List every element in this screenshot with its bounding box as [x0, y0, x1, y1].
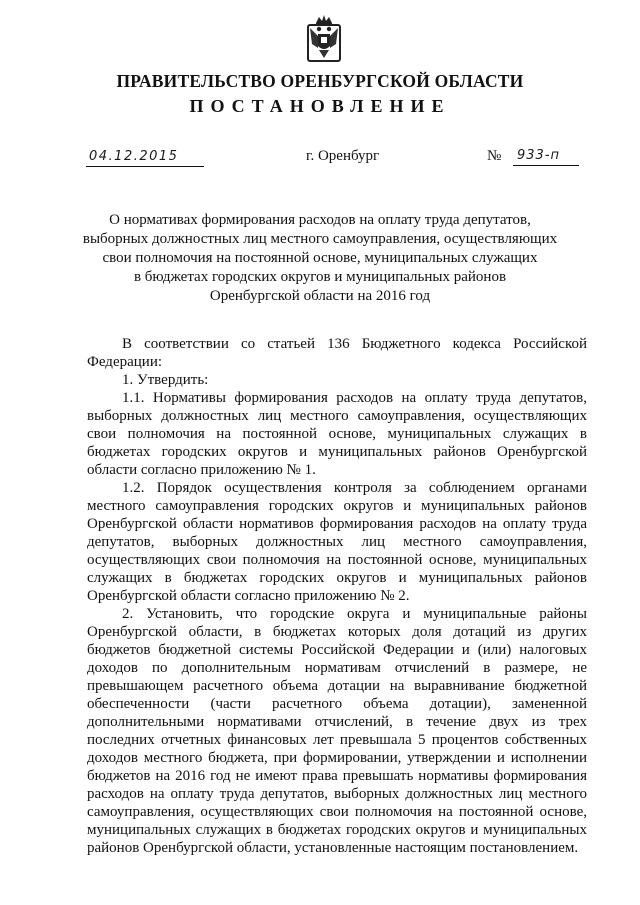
body-line: осуществляющих свои полномочия на постоянной основе, муниципальных — [87, 552, 587, 568]
body-line: свои полномочия на постоянной основе, муниципальных служащих в — [87, 426, 587, 442]
document-title — [60, 211, 580, 306]
body-paragraph — [87, 335, 587, 371]
body-line: выборных должностных лиц местного самоуправления, осуществляющих — [87, 408, 587, 424]
body-line: бюджетов бюджетной системы Российской Федерации и (или) налоговых — [87, 642, 587, 658]
body-line: доходов местного бюджета, при формировании, утверждении и исполнении — [87, 750, 587, 766]
body-line: 1.2. Порядок осуществления контроля за соблюдением органами — [122, 480, 587, 496]
body-line: Оренбургской области нормативов формирования расходов на оплату труда — [87, 516, 587, 532]
body-line: бюджетах городских округов и муниципальных районов Оренбургской — [87, 444, 587, 460]
body-line: 2. Установить, что городские округа и муниципальные районы — [122, 606, 587, 622]
body-line: 1.1. Нормативы формирования расходов на оплату труда депутатов, — [122, 390, 587, 406]
body-line: бюджетов на 2016 год не имеют права превышать нормативы формирования — [87, 768, 587, 784]
body-line: превышающем расчетного объема дотации на выравнивание бюджетной — [87, 678, 587, 694]
number-value: 933-п — [517, 148, 561, 163]
body-line: последних отчетных финансовых лет превышала 5 процентов собственных — [87, 732, 587, 748]
body-line: Федерации: — [87, 354, 163, 370]
body-line: обеспеченности (части расчетного объема дотации), замененной — [87, 696, 587, 712]
body-line: служащих в бюджетах городских округов и муниципальных районов — [87, 570, 587, 586]
body-line: Оренбургской области, в бюджетах которых доля дотаций из других — [87, 624, 587, 640]
body-line: муниципальных служащих в бюджетах городских округов и муниципальных — [87, 822, 587, 838]
number-symbol: № — [487, 148, 502, 164]
body-paragraph — [87, 371, 587, 389]
body-line: дополнительными нормативами отчислений, в течение двух из трех — [87, 714, 587, 730]
body-paragraph — [87, 605, 587, 857]
body-line: В соответствии со статьей 136 Бюджетного кодекса Российской — [122, 336, 587, 352]
title-line: Оренбургской области на 2016 год — [209, 288, 431, 304]
document-date — [86, 148, 204, 170]
body-line: доходов по дополнительным нормативам отчислений в размере, не — [87, 660, 587, 676]
body-line: самоуправления, осуществляющих свои полномочия на постоянной основе, — [87, 804, 587, 820]
number-underline — [513, 165, 579, 166]
body-line: местного самоуправления городских округов и муниципальных районов — [87, 498, 587, 514]
document-type: ПОСТАНОВЛЕНИЕ — [189, 96, 451, 116]
date-value: 04.12.2015 — [89, 149, 179, 164]
body-paragraph — [87, 479, 587, 605]
body-line: области согласно приложению № 1. — [87, 462, 316, 478]
title-line: О нормативах формирования расходов на оплату труда депутатов, — [109, 212, 531, 228]
body-paragraph — [87, 389, 587, 479]
coat-of-arms-icon — [304, 14, 344, 64]
body-line: 1. Утвердить: — [122, 372, 209, 388]
organization-name: ПРАВИТЕЛЬСТВО ОРЕНБУРГСКОЙ ОБЛАСТИ — [116, 71, 524, 91]
title-line: в бюджетах городских округов и муниципальных районов — [133, 269, 507, 285]
body-line: районов Оренбургской области, установленные настоящим постановлением. — [87, 840, 579, 856]
body-line: депутатов, выборных должностных лиц местного самоуправления, — [87, 534, 587, 550]
body-line: Оренбургской области согласно приложению № 2. — [87, 588, 410, 604]
title-line: свои полномочия на постоянной основе, муниципальных служащих — [102, 250, 538, 266]
city: г. Оренбург — [306, 148, 380, 164]
body-line: расходов на оплату труда депутатов, выборных должностных лиц местного — [87, 786, 587, 802]
document-number — [487, 146, 579, 170]
date-underline — [86, 166, 204, 167]
document-body — [87, 335, 587, 857]
title-line: выборных должностных лиц местного самоуправления, осуществляющих — [82, 231, 558, 247]
